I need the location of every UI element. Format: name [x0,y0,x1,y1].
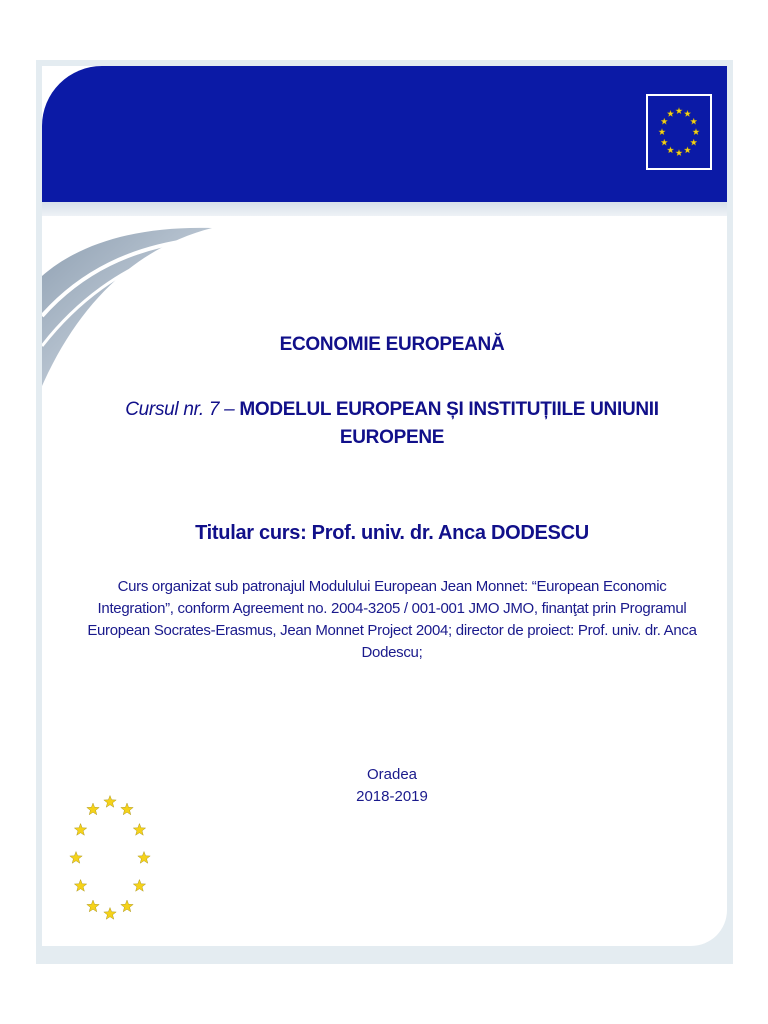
star-icon [104,908,116,920]
star-icon [690,118,696,124]
course-title: MODELUL EUROPEAN ȘI INSTITUȚIILE UNIUNII EUROPENE [239,399,659,448]
place-and-year [82,764,702,808]
star-icon [667,147,673,153]
header-banner [42,66,727,202]
course-number: Cursul nr. 7 – [125,399,240,420]
slide-title: ECONOMIE EUROPEANĂ [279,334,505,355]
banner-underline [42,202,727,216]
course-heading [82,396,702,452]
star-icon [87,803,99,815]
course-description: Curs organizat sub patronajul Modulului European Jean Monnet: “European Economic Integration”, conform Agreement no. 2004-3205 / 001-001 JMO JMO, finanţat prin Programul European Socrates-Erasmus, Jean Monnet Project 2004; director de proiect: Prof. univ. dr. Anca Dodescu; [87,578,697,661]
slide [36,60,733,964]
decorative-swoosh [42,216,242,386]
ring-stars [62,790,158,930]
star-icon [74,880,86,892]
eu-stars-ring-icon [62,790,158,930]
star-icon [133,880,145,892]
city: Oradea [366,766,418,783]
star-icon [661,118,667,124]
slide-content-area [42,66,727,946]
star-icon [659,129,665,135]
star-icon [87,900,99,912]
star-icon [676,108,682,114]
course-holder: Titular curs: Prof. univ. dr. Anca DODESCU [195,522,589,544]
star-icon [661,139,667,145]
star-icon [138,852,150,864]
star-icon [667,110,673,116]
star-icon [121,900,133,912]
academic-year: 2018-2019 [356,788,428,805]
star-icon [133,824,145,836]
eu-flag-icon [646,94,712,170]
star-icon [684,147,690,153]
star-icon [74,824,86,836]
star-icon [104,796,116,808]
star-icon [70,852,82,864]
flag-stars [648,96,710,168]
star-icon [684,110,690,116]
star-icon [693,129,699,135]
star-icon [690,139,696,145]
star-icon [676,150,682,156]
star-icon [121,803,133,815]
